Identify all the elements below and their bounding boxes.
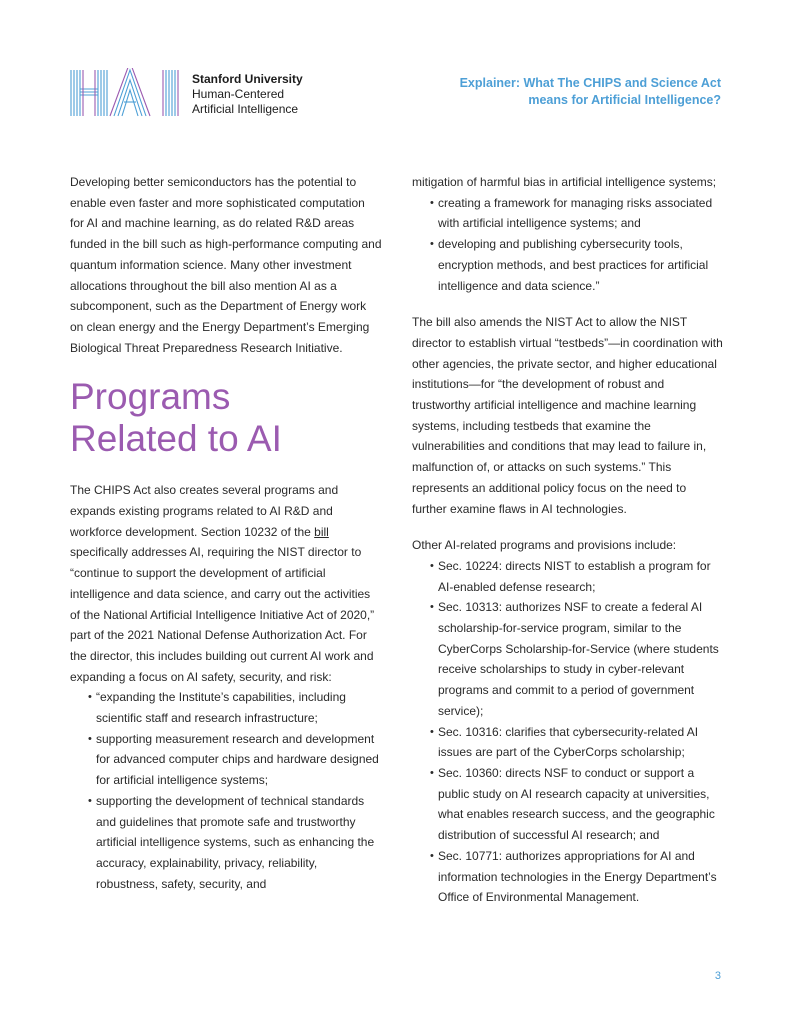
logo-text [192, 72, 303, 117]
left-column [70, 172, 382, 894]
sections-list [438, 556, 724, 908]
list-item: • “expanding the Institute’s capabilities, including scientific staff and research infrastructure; [96, 687, 382, 728]
heading-line-1: Programs [70, 376, 231, 418]
list-item: • developing and publishing cybersecurity tools, encryption methods, and best practices for artificial intelligence and data science.” [438, 234, 724, 296]
dept-line-2: Artificial Intelligence [192, 102, 299, 116]
document-title [381, 75, 721, 109]
list-item: • Sec. 10771: authorizes appropriations for AI and information technologies in the Energy Department’s Office of Environmental Management. [438, 846, 724, 908]
hai-logo [70, 68, 310, 118]
programs-text-a: The CHIPS Act also creates several programs and expands existing programs related to AI R&D and workforce development. Section 10232 of the [70, 483, 339, 539]
page-number: 3 [714, 970, 721, 982]
nist-duties-list [96, 687, 382, 894]
other-programs-intro: Other AI-related programs and provisions include: [412, 538, 677, 553]
bullet-continuation: mitigation of harmful bias in artificial intelligence systems; [412, 175, 717, 189]
nist-duties-list-continued [438, 193, 724, 297]
spacer [412, 519, 724, 535]
list-item: • Sec. 10224: directs NIST to establish a program for AI-enabled defense research; [438, 556, 724, 597]
university-name: Stanford University [192, 72, 303, 86]
programs-paragraph [70, 480, 382, 687]
list-item: • Sec. 10316: clarifies that cybersecurity-related AI issues are part of the CyberCorps scholarship; [438, 722, 724, 763]
list-item: • Sec. 10313: authorizes NSF to create a federal AI scholarship-for-service program, similar to the CyberCorps Scholarship-for-Service (where students receive scholarships to study in cyber-relevant programs and commit to a period of government service); [438, 597, 724, 721]
list-item: • supporting the development of technical standards and guidelines that promote safe and trustworthy artificial intelligence systems, such as enhancing the accuracy, explainability, privacy, reliability, robustness, safety, security, and [96, 791, 382, 895]
spacer [412, 296, 724, 312]
bill-link[interactable]: bill [314, 524, 329, 539]
dept-line-1: Human-Centered [192, 87, 285, 101]
section-heading [70, 376, 382, 460]
list-item: • Sec. 10360: directs NSF to conduct or support a public study on AI research capacity at universities, what enables research success, and the geographic distribution of successful AI research; and [438, 763, 724, 846]
heading-line-2: Related to AI [70, 418, 282, 460]
list-item: • supporting measurement research and development for advanced computer chips and hardware designed for artificial intelligence systems; [96, 729, 382, 791]
testbeds-paragraph: The bill also amends the NIST Act to allow the NIST director to establish virtual “testbeds”—in coordination with other agencies, the private sector, and higher educational institutions—for “the development of robust and trustworthy artificial intelligence and machine learning systems, including testbeds that examine the vulnerabilities and conditions that may lead to failure in, malfunction of, or attacks on such systems.” This represents an additional policy focus on the need to further examine flaws in AI technologies. [412, 315, 723, 516]
title-line-2: means for Artificial Intelligence? [528, 93, 721, 107]
list-item: • creating a framework for managing risks associated with artificial intelligence systems; and [438, 193, 724, 234]
intro-paragraph: Developing better semiconductors has the potential to enable even faster and more sophisticated computation for AI and machine learning, as do related R&D areas funded in the bill such as high-performance computing and quantum information science. Many other investment allocations throughout the bill also mention AI as a subcomponent, such as the Department of Energy work on clean energy and the Energy Department’s Emerging Biological Threat Preparedness Research Initiative. [70, 175, 382, 355]
programs-text-b: specifically addresses AI, requiring the NIST director to “continue to support the development of artificial intelligence and data science, and carry out the activities of the National Artificial Intelligence Initiative Act of 2020,” part of the 2021 National Defense Authorization Act. For the director, this includes building out current AI work and expanding a focus on AI safety, security, and risk: [70, 545, 375, 684]
title-line-1: Explainer: What The CHIPS and Science Act [459, 76, 721, 90]
hai-logo-mark [70, 68, 186, 118]
right-column [412, 172, 724, 908]
